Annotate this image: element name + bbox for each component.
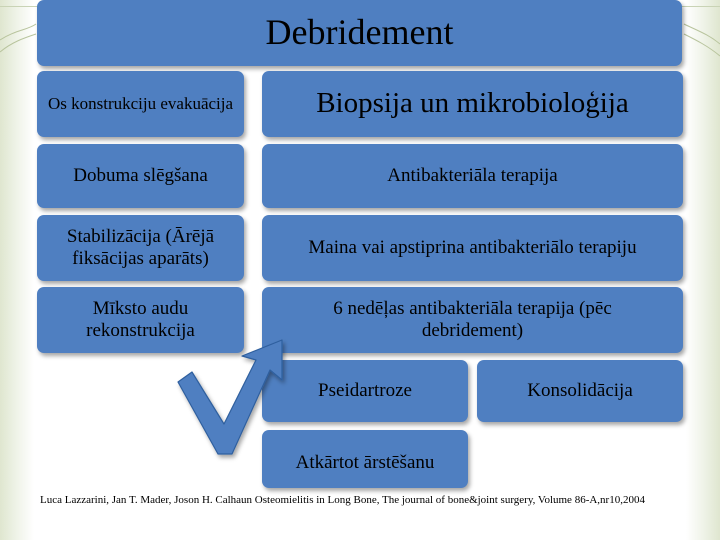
outcome-union bbox=[477, 360, 683, 422]
outcome-nonunion bbox=[262, 360, 468, 422]
step-left-3 bbox=[37, 215, 244, 281]
outcome-nonunion-text: Pseidartroze bbox=[318, 380, 412, 402]
step-right-2-text: Antibakteriāla terapija bbox=[387, 165, 558, 187]
step-left-1 bbox=[37, 71, 244, 137]
citation-source: Luca Lazzarini, Jan T. Mader, Joson H. Calhaun Osteomielitis in Long Bone, The journal of bone&joint surgery, Volume 86-A,nr10,2004 bbox=[40, 494, 645, 506]
loop-back-arrow-icon bbox=[172, 332, 292, 472]
step-right-4-text: 6 nedēļas antibakteriāla terapija (pēc debridement) bbox=[333, 298, 612, 341]
step-right-3-text: Maina vai apstiprina antibakteriālo terapiju bbox=[308, 237, 637, 259]
step-right-1-text: Biopsija un mikrobioloģija bbox=[316, 87, 629, 120]
step-right-1 bbox=[262, 71, 683, 137]
step-left-1-text: Os konstrukciju evakuācija bbox=[47, 94, 234, 114]
outcome-repeat-text: Atkārtot ārstēšanu bbox=[295, 452, 435, 474]
step-right-4 bbox=[262, 287, 683, 353]
step-right-2 bbox=[262, 144, 683, 208]
outcome-repeat-treatment bbox=[262, 430, 468, 488]
step-left-2-text: Dobuma slēgšana bbox=[73, 165, 208, 187]
step-left-2 bbox=[37, 144, 244, 208]
outcome-union-text: Konsolidācija bbox=[527, 380, 633, 402]
step-right-3 bbox=[262, 215, 683, 281]
step-left-3-text: Stabilizācija (Ārējā fiksācijas aparāts) bbox=[66, 226, 215, 269]
step-left-4-text: Mīksto audu rekonstrukcija bbox=[86, 298, 195, 341]
diagram-title-text: Debridement bbox=[265, 12, 454, 53]
diagram-title bbox=[37, 0, 682, 66]
